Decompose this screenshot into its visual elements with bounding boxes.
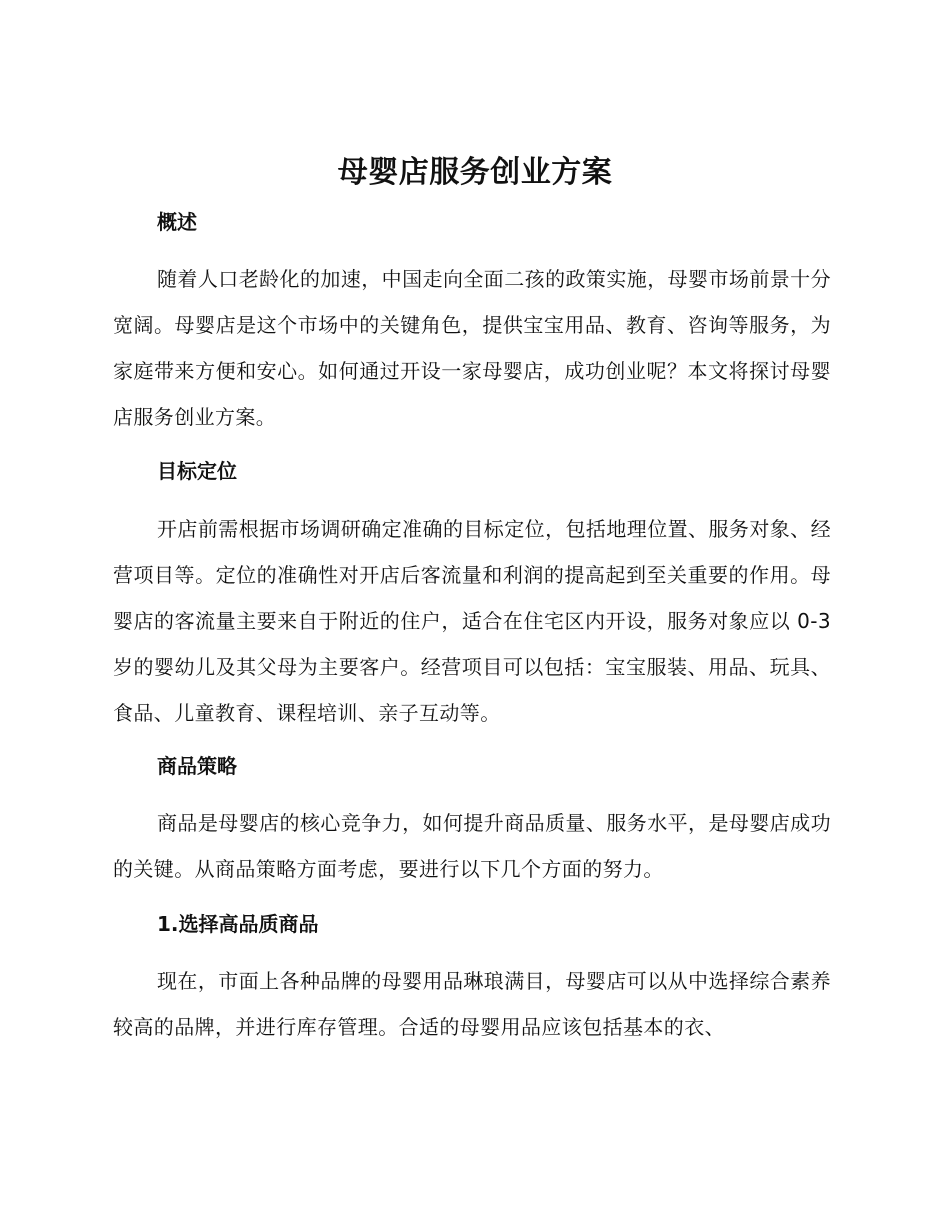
section-heading-high-quality-goods: 1.选择高品质商品 (157, 912, 319, 936)
paragraph-overview: 随着人口老龄化的加速，中国走向全面二孩的政策实施，母婴市场前景十分宽阔。母婴店是这个市场中的关键角色，提供宝宝用品、教育、咨询等服务，为家庭带来方便和安心。如何通过开设一家母婴店，成功创业呢？本文将探讨母婴店服务创业方案。 (113, 267, 831, 429)
document-title: 母婴店服务创业方案 (337, 155, 613, 190)
paragraph-product-strategy: 商品是母婴店的核心竞争力，如何提升商品质量、服务水平，是母婴店成功的关键。从商品策略方面考虑，要进行以下几个方面的努力。 (113, 811, 831, 881)
section-heading-target: 目标定位 (157, 459, 237, 483)
section-heading-product-strategy: 商品策略 (157, 754, 237, 778)
paragraph-target: 开店前需根据市场调研确定准确的目标定位，包括地理位置、服务对象、经营项目等。定位的准确性对开店后客流量和利润的提高起到至关重要的作用。母婴店的客流量主要来自于附近的住户，适合在住宅区内开设，服务对象应以 0-3 岁的婴幼儿及其父母为主要客户。经营项目可以包括：宝宝服装、用品、玩具、食品、儿童教育、课程培训、亲子互动等。 (113, 517, 831, 725)
section-heading-overview: 概述 (157, 210, 197, 234)
paragraph-high-quality-goods: 现在，市面上各种品牌的母婴用品琳琅满目，母婴店可以从中选择综合素养较高的品牌，并进行库存管理。合适的母婴用品应该包括基本的衣、 (113, 969, 831, 1039)
